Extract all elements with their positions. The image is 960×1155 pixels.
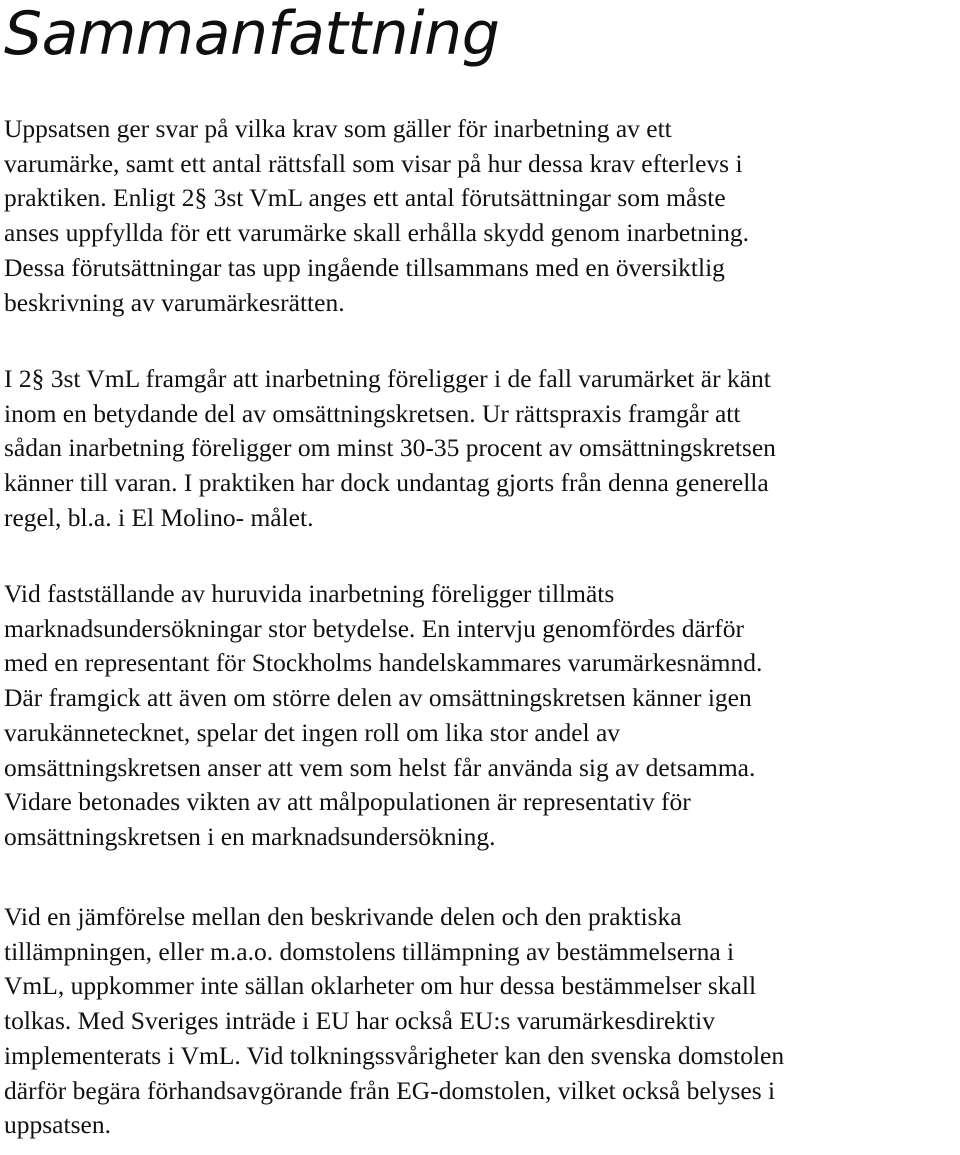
- paragraph-line: Där framgick att även om större delen av omsättningskretsen känner igen: [4, 683, 752, 713]
- paragraph-line: praktiken. Enligt 2§ 3st VmL anges ett antal förutsättningar som måste: [4, 183, 726, 213]
- paragraph-line: beskrivning av varumärkesrätten.: [4, 287, 345, 317]
- paragraph-3: [4, 577, 762, 855]
- paragraph-line: marknadsundersökningar stor betydelse. En intervju genomfördes därför: [4, 613, 744, 643]
- paragraph-line: regel, bl.a. i El Molino- målet.: [4, 502, 314, 532]
- paragraph-line: tolkas. Med Sveriges inträde i EU har också EU:s varumärkesdirektiv: [4, 1006, 715, 1036]
- paragraph-line: känner till varan. I praktiken har dock undantag gjorts från denna generella: [4, 468, 769, 498]
- paragraph-line: Vid en jämförelse mellan den beskrivande delen och den praktiska: [4, 902, 682, 931]
- paragraph-line: uppsatsen.: [4, 1110, 111, 1140]
- paragraph-line: därför begära förhandsavgörande från EG-domstolen, vilket också belyses i: [4, 1075, 776, 1105]
- paragraph-line: anses uppfyllda för ett varumärke skall erhålla skydd genom inarbetning.: [4, 218, 749, 248]
- paragraph-line: med en representant för Stockholms handelskammares varumärkesnämnd.: [4, 648, 763, 678]
- paragraph-line: I 2§ 3st VmL framgår att inarbetning föreligger i de fall varumärket är känt: [4, 364, 771, 393]
- paragraph-line: VmL, uppkommer inte sällan oklarheter om hur dessa bestämmelser skall: [4, 971, 757, 1001]
- paragraph-line: Dessa förutsättningar tas upp ingående tillsammans med en översiktlig: [4, 252, 725, 282]
- paragraph-line: implementerats i VmL. Vid tolkningssvårigheter kan den svenska domstolen: [4, 1040, 785, 1070]
- paragraph-2: [4, 362, 776, 536]
- paragraph-line: varukännetecknet, spelar det ingen roll om lika stor andel av: [4, 717, 621, 747]
- paragraph-line: omsättningskretsen anser att vem som helst får använda sig av detsamma.: [4, 752, 756, 782]
- paragraph-1: [4, 112, 749, 320]
- paragraph-4: [4, 900, 784, 1143]
- paragraph-line: sådan inarbetning föreligger om minst 30-35 procent av omsättningskretsen: [4, 433, 776, 463]
- paragraph-line: inom en betydande del av omsättningskretsen. Ur rättspraxis framgår att: [4, 398, 741, 428]
- paragraph-line: varumärke, samt ett antal rättsfall som visar på hur dessa krav efterlevs i: [4, 148, 743, 178]
- paragraph-line: Uppsatsen ger svar på vilka krav som gäller för inarbetning av ett: [4, 114, 672, 143]
- paragraph-line: omsättningskretsen i en marknadsundersökning.: [4, 821, 496, 851]
- page-title: Sammanfattning: [4, 0, 500, 69]
- paragraph-line: Vidare betonades vikten av att målpopulationen är representativ för: [4, 787, 691, 817]
- paragraph-line: tillämpningen, eller m.a.o. domstolens tillämpning av bestämmelserna i: [4, 936, 735, 966]
- paragraph-line: Vid fastställande av huruvida inarbetning föreligger tillmäts: [4, 579, 615, 608]
